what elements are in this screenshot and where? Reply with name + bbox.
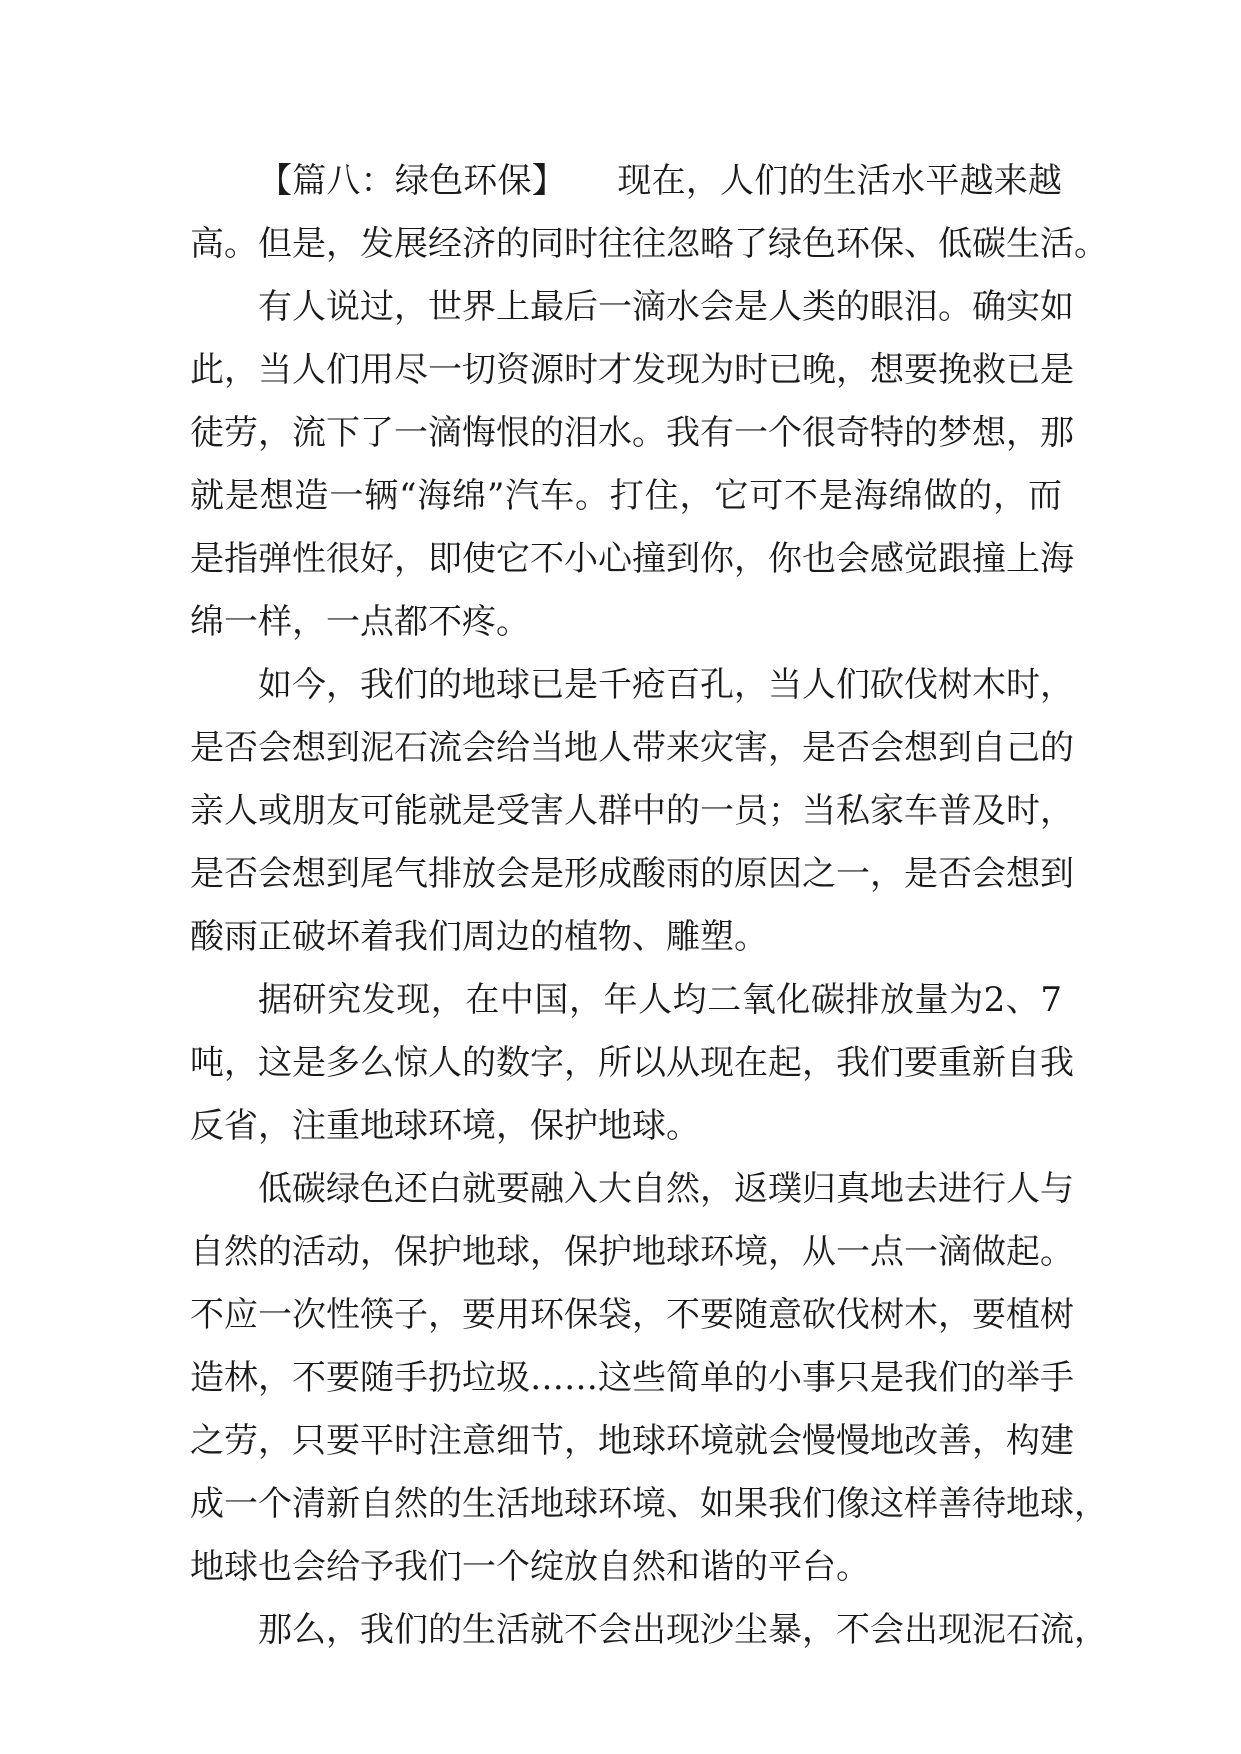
paragraph-5 bbox=[190, 1158, 1108, 1599]
text-line: 是否会想到泥石流会给当地人带来灾害，是否会想到自己的 bbox=[190, 728, 1074, 768]
text-line: 低碳绿色还白就要融入大自然，返璞归真地去进行人与 bbox=[258, 1169, 1074, 1209]
text-line: 酸雨正破坏着我们周边的植物、雕塑。 bbox=[190, 917, 768, 957]
text-line: 此，当人们用尽一切资源时才发现为时已晚，想要挽救已是 bbox=[190, 350, 1074, 390]
paragraph-2 bbox=[190, 276, 1074, 654]
document-page bbox=[190, 150, 1108, 1662]
text-line: 那么，我们的生活就不会出现沙尘暴，不会出现泥石流， bbox=[258, 1610, 1108, 1650]
paragraph-1 bbox=[190, 150, 1108, 276]
text-line: 高。但是，发展经济的同时往往忽略了绿色环保、低碳生活。 bbox=[190, 224, 1108, 264]
text-line: 成一个清新自然的生活地球环境、如果我们像这样善待地球， bbox=[190, 1484, 1108, 1524]
paragraph-3 bbox=[190, 654, 1074, 969]
text-line: 地球也会给予我们一个绽放自然和谐的平台。 bbox=[190, 1547, 870, 1587]
text-line: 吨，这是多么惊人的数字，所以从现在起，我们要重新自我 bbox=[190, 1043, 1074, 1083]
text-line: 绵一样，一点都不疼。 bbox=[190, 602, 530, 642]
text-line: 是否会想到尾气排放会是形成酸雨的原因之一，是否会想到 bbox=[190, 854, 1074, 894]
text-line: 有人说过，世界上最后一滴水会是人类的眼泪。确实如 bbox=[258, 287, 1074, 327]
text-line: 造林，不要随手扔垃圾……这些简单的小事只是我们的举手 bbox=[190, 1358, 1074, 1398]
text-line: 亲人或朋友可能就是受害人群中的一员；当私家车普及时， bbox=[190, 791, 1074, 831]
text-line: 据研究发现，在中国，年人均二氧化碳排放量为2、7 bbox=[258, 980, 1062, 1020]
text-line: 之劳，只要平时注意细节，地球环境就会慢慢地改善，构建 bbox=[190, 1421, 1074, 1461]
text-line: 自然的活动，保护地球，保护地球环境，从一点一滴做起。 bbox=[190, 1232, 1074, 1272]
text-line: 反省，注重地球环境，保护地球。 bbox=[190, 1106, 700, 1146]
text-line: 是指弹性很好，即使它不小心撞到你，你也会感觉跟撞上海 bbox=[190, 539, 1074, 579]
text-line: 就是想造一辆“海绵”汽车。打住，它可不是海绵做的，而 bbox=[190, 476, 1062, 516]
paragraph-4 bbox=[190, 969, 1074, 1158]
text-line: 徒劳，流下了一滴悔恨的泪水。我有一个很奇特的梦想，那 bbox=[190, 413, 1074, 453]
paragraph-6 bbox=[190, 1599, 1108, 1662]
text-line: 如今，我们的地球已是千疮百孔，当人们砍伐树木时， bbox=[258, 665, 1074, 705]
text-line: 【篇八：绿色环保】 现在，人们的生活水平越来越 bbox=[258, 161, 1062, 201]
text-line: 不应一次性筷子，要用环保袋，不要随意砍伐树木，要植树 bbox=[190, 1295, 1074, 1335]
